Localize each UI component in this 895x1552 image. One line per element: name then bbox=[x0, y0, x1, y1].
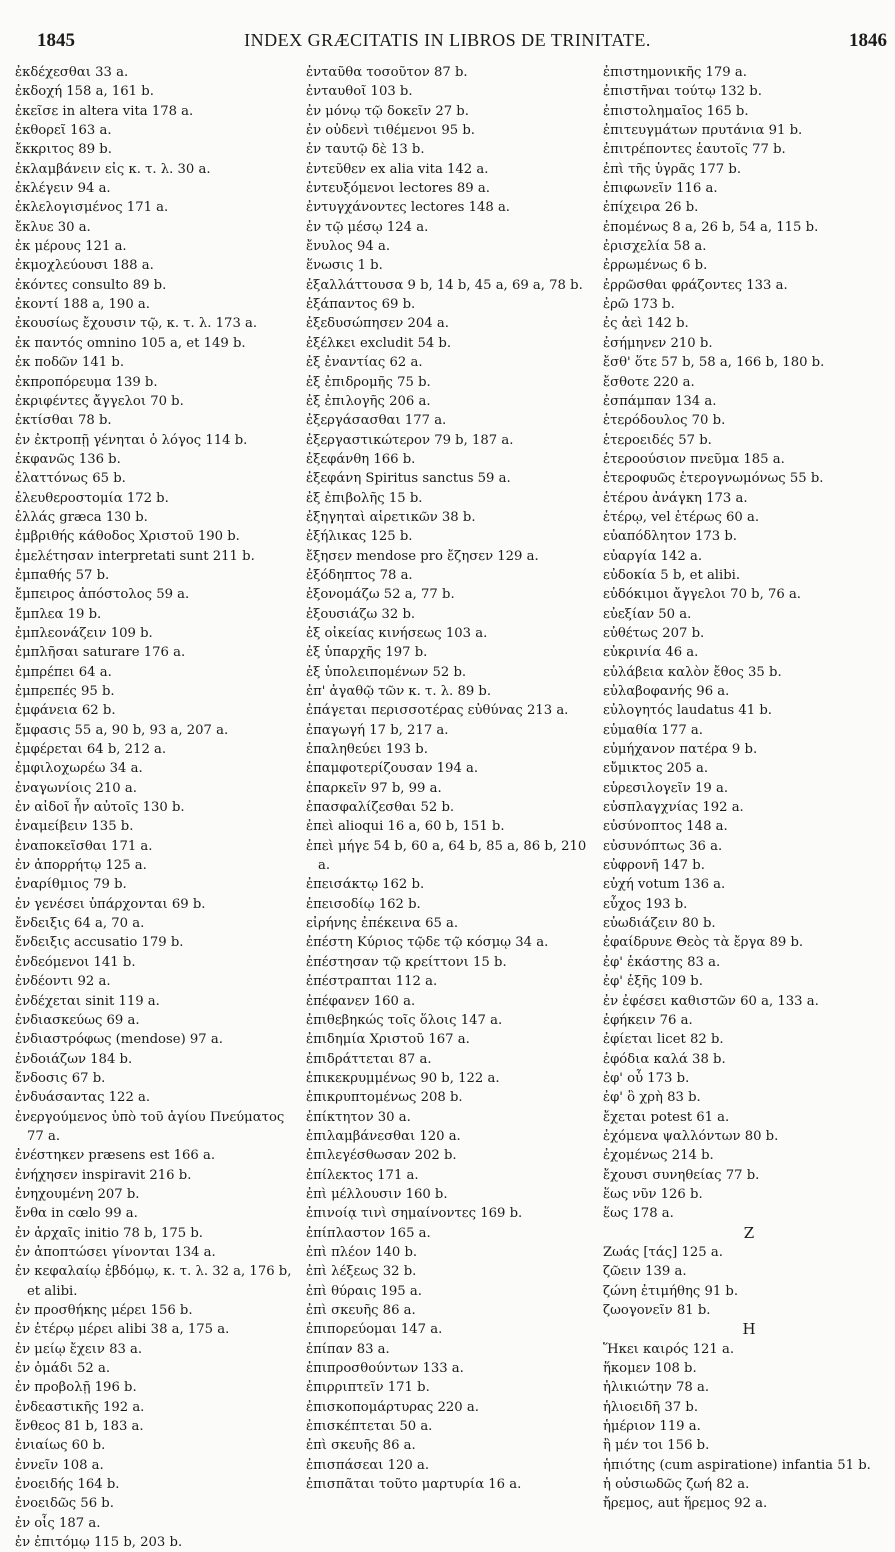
index-entry: ἐξεφάνθη 166 b. bbox=[306, 451, 416, 467]
index-entry: ἔξησεν mendose pro ἔζησεν 129 a. bbox=[306, 548, 539, 564]
index-entry: ἐπιπορεύομαι 147 a. bbox=[306, 1322, 443, 1338]
index-entry: Ζωάς [τάς] 125 a. bbox=[603, 1244, 723, 1260]
index-entry: ἐντευξόμενοι lectores 89 a. bbox=[306, 181, 490, 197]
index-column-2 bbox=[306, 63, 596, 1494]
index-entry: ἔμπειρος ἀπόστολος 59 a. bbox=[15, 587, 190, 603]
index-entry: ἐς ἀεὶ 142 b. bbox=[603, 316, 689, 332]
index-entry: ἐνταυθοῖ 103 b. bbox=[306, 84, 413, 100]
index-entry: ἐπιστημονικῆς 179 a. bbox=[603, 65, 747, 80]
index-entry: ἐκ παντός omnino 105 a, et 149 b. bbox=[15, 335, 246, 351]
index-entry: ἐν ἀποπτώσει γίνονται 134 a. bbox=[15, 1244, 216, 1260]
index-entry: ἐπισπᾶται τοῦτο μαρτυρία 16 a. bbox=[306, 1477, 522, 1493]
index-entry: ἕως νῦν 126 b. bbox=[603, 1186, 703, 1202]
index-entry: εὐαργία 142 a. bbox=[603, 548, 703, 564]
index-entry: ἔκλυε 30 a. bbox=[15, 219, 91, 235]
index-entry: ἐπιστολημαῖος 165 b. bbox=[603, 103, 749, 119]
index-section-letter: Z bbox=[743, 1223, 755, 1242]
index-entry: ἐν μόνῳ τῷ δοκεῖν 27 b. bbox=[306, 103, 469, 119]
index-entry: ἐξόδηπτος 78 a. bbox=[306, 567, 413, 583]
index-entry: ἐν ἑτέρῳ μέρει alibi 38 a, 175 a. bbox=[15, 1322, 230, 1338]
index-entry: ἐπιφωνεῖν 116 a. bbox=[603, 181, 718, 197]
index-entry: ἐντεῦθεν ex alia vita 142 a. bbox=[306, 161, 489, 177]
index-entry: ἐκπροπόρευμα 139 b. bbox=[15, 374, 158, 390]
index-entry: ἐναμείβειν 135 b. bbox=[15, 819, 134, 835]
page-title: INDEX GRÆCITATIS IN LIBROS DE TRINITATE. bbox=[244, 30, 651, 50]
index-entry: ἐπὶ θύραις 195 a. bbox=[306, 1283, 422, 1299]
index-entry: ἐλευθεροστομία 172 b. bbox=[15, 490, 169, 506]
index-entry: ἐξ ὑπολειπομένων 52 b. bbox=[306, 664, 467, 680]
index-entry: ἐκμοχλεύουσι 188 a. bbox=[15, 258, 154, 274]
index-entry: ἐπίπλαστον 165 a. bbox=[306, 1225, 431, 1241]
index-entry: ἐνδοιάζων 184 b. bbox=[15, 1051, 133, 1067]
index-entry: ἐκουσίως ἔχουσιν τῷ, κ. τ. λ. 173 a. bbox=[15, 316, 258, 332]
index-entry: ἐπισπάσεαι 120 a. bbox=[306, 1457, 430, 1473]
index-entry: ἐκ ποδῶν 141 b. bbox=[15, 355, 125, 371]
index-entry: ἐνταῦθα τοσοῦτον 87 b. bbox=[306, 65, 468, 80]
index-entry: ἔχουσι συνηθείας 77 b. bbox=[603, 1167, 760, 1183]
index-entry: ἐνηχουμένη 207 b. bbox=[15, 1186, 140, 1202]
index-entry: ἔνθεος 81 b, 183 a. bbox=[15, 1419, 144, 1435]
index-entry: ἡλιοειδῆ 37 b. bbox=[603, 1399, 699, 1415]
index-entry: ἐκδέχεσθαι 33 a. bbox=[15, 65, 129, 80]
index-entry: ἐφήκειν 76 a. bbox=[603, 1012, 693, 1028]
index-entry: ἐμπλεονάζειν 109 b. bbox=[15, 625, 153, 641]
index-entry: ἐπικεκρυμμένως 90 b, 122 a. bbox=[306, 1070, 500, 1086]
index-entry: ἐξήλικας 125 b. bbox=[306, 529, 413, 545]
index-entry: ἐκριφέντες ἄγγελοι 70 b. bbox=[15, 393, 184, 409]
index-entry: ἐν ἐκτροπῇ γένηται ὁ λόγος 114 b. bbox=[15, 432, 248, 448]
index-entry: ἐπὶ σκευῆς 86 a. bbox=[306, 1438, 416, 1454]
index-entry: ἑτερόδουλος 70 b. bbox=[603, 413, 726, 429]
index-entry: ἐχομένως 214 b. bbox=[603, 1148, 714, 1164]
index-entry: ἐπινοίᾳ τινὶ σημαίνοντες 169 b. bbox=[306, 1206, 523, 1222]
index-entry: ἔνυλος 94 a. bbox=[306, 239, 391, 255]
index-entry: ἐκ μέρους 121 a. bbox=[15, 239, 127, 255]
index-entry: ἐμβριθής κάθοδος Χριστοῦ 190 b. bbox=[15, 529, 240, 545]
index-entry: ἐμπλῆσαι saturare 176 a. bbox=[15, 645, 186, 661]
index-entry: ἑτεροειδές 57 b. bbox=[603, 432, 712, 448]
index-entry: ἐπίκτητον 30 a. bbox=[306, 1109, 411, 1125]
index-entry: ἐπιρριπτεῖν 171 b. bbox=[306, 1380, 430, 1396]
index-entry: ἐπεισάκτῳ 162 b. bbox=[306, 877, 425, 893]
index-entry: ἐνδέχεται sinit 119 a. bbox=[15, 993, 160, 1009]
index-entry: ἐπιστῆναι τούτῳ 132 b. bbox=[603, 84, 762, 100]
index-entry: ἐπικρυπτομένως 208 b. bbox=[306, 1090, 463, 1106]
index-entry: ἐσήμηνεν 210 b. bbox=[603, 335, 713, 351]
index-entry: ἐπὶ πλέον 140 b. bbox=[306, 1244, 418, 1260]
index-entry: ἐχόμενα ψαλλόντων 80 b. bbox=[603, 1128, 779, 1144]
index-entry: ἐκλαμβάνειν εἰς κ. τ. λ. 30 a. bbox=[15, 161, 211, 177]
index-entry: ἕως 178 a. bbox=[603, 1206, 674, 1222]
index-entry: ἐπιλαμβάνεσθαι 120 a. bbox=[306, 1128, 461, 1144]
index-entry: ἡπιότης (cum aspiratione) infantia 51 b. bbox=[603, 1457, 871, 1473]
index-entry: εὐμαθία 177 a. bbox=[603, 722, 703, 738]
index-entry: ἐκφανῶς 136 b. bbox=[15, 451, 121, 467]
index-entry: ἐξαλλάττουσα 9 b, 14 b, 45 a, 69 a, 78 b. bbox=[306, 277, 583, 293]
index-entry: ἔσθ' ὅτε 57 b, 58 a, 166 b, 180 b. bbox=[603, 355, 825, 371]
index-entry: ἐπεισοδίῳ 162 b. bbox=[306, 896, 421, 912]
index-entry: ἐν αἰδοῖ ἦν αὐτοῖς 130 b. bbox=[15, 800, 185, 816]
index-entry: ἐξ οἰκείας κινήσεως 103 a. bbox=[306, 625, 488, 641]
index-entry: ἐξ ἐπιδρομῆς 75 b. bbox=[306, 374, 431, 390]
index-entry: εὐμήχανον πατέρα 9 b. bbox=[603, 742, 758, 758]
index-entry: εὐθέτως 207 b. bbox=[603, 625, 705, 641]
index-entry: ἐκλελογισμένος 171 a. bbox=[15, 200, 169, 216]
index-entry: ἐξονομάζω 52 a, 77 b. bbox=[306, 587, 455, 603]
index-entry: ἐπισκέπτεται 50 a. bbox=[306, 1419, 433, 1435]
index-entry: ἐν κεφαλαίῳ ἑβδόμῳ, κ. τ. λ. 32 a, 176 b, et alibi. bbox=[15, 1264, 292, 1299]
index-entry: ἐνδεόμενοι 141 b. bbox=[15, 954, 136, 970]
index-entry: ἐπέστησαν τῷ κρείττονι 15 b. bbox=[306, 954, 507, 970]
index-entry: εὖχος 193 b. bbox=[603, 896, 688, 912]
index-entry: ἐρισχελία 58 a. bbox=[603, 239, 707, 255]
index-entry: ἑλλάς græca 130 b. bbox=[15, 509, 148, 525]
index-entry: ἐνοειδής 164 b. bbox=[15, 1477, 120, 1493]
index-entry: ἐπίχειρα 26 b. bbox=[603, 200, 699, 216]
index-entry: ἐμφιλοχωρέω 34 a. bbox=[15, 761, 143, 777]
index-entry: Ἥκει καιρός 121 a. bbox=[603, 1341, 735, 1357]
index-entry: ἐπίπαν 83 a. bbox=[306, 1341, 390, 1357]
index-entry: εὐσυνόπτως 36 a. bbox=[603, 838, 723, 854]
index-entry: ἡμέριον 119 a. bbox=[603, 1419, 701, 1435]
index-entry: ἐπίλεκτος 171 a. bbox=[306, 1167, 419, 1183]
index-entry: ἐφ' ἑκάστης 83 a. bbox=[603, 954, 721, 970]
index-entry: ἑτέρῳ, vel ἑτέρως 60 a. bbox=[603, 509, 760, 525]
index-entry: ἐρῶ 173 b. bbox=[603, 297, 675, 313]
index-entry: εὐλάβεια καλὸν ἔθος 35 b. bbox=[603, 664, 782, 680]
index-entry: ἐκόντες consulto 89 b. bbox=[15, 277, 167, 293]
index-entry: ἐν τῷ μέσῳ 124 a. bbox=[306, 219, 429, 235]
index-entry: ἐπιθεβηκώς τοῖς ὅλοις 147 a. bbox=[306, 1012, 503, 1028]
index-entry: εὔμικτος 205 a. bbox=[603, 761, 709, 777]
index-entry: εὐαπόδλητον 173 b. bbox=[603, 529, 737, 545]
index-entry: ἐφόδια καλά 38 b. bbox=[603, 1051, 726, 1067]
index-entry: ἐσπάμπαν 134 a. bbox=[603, 393, 717, 409]
page-number-left: 1845 bbox=[37, 30, 75, 51]
index-entry: ἔνθα in cœlo 99 a. bbox=[15, 1206, 138, 1222]
index-entry: εὐλαβοφανής 96 a. bbox=[603, 684, 730, 699]
index-entry: ἡ οὐσιωδῶς ζωή 82 a. bbox=[603, 1477, 750, 1493]
index-entry: ἐν ἀρχαῖς initio 78 b, 175 b. bbox=[15, 1225, 203, 1241]
index-entry: ἐρρῶσθαι φράζοντες 133 a. bbox=[603, 277, 788, 293]
index-entry: εὐσπλαγχνίας 192 a. bbox=[603, 800, 744, 816]
index-entry: ἥκομεν 108 b. bbox=[603, 1361, 697, 1377]
index-entry: ἐπεὶ μήγε 54 b, 60 a, 64 b, 85 a, 86 b, 210 a. bbox=[306, 838, 587, 874]
index-entry: ἔνδειξις accusatio 179 b. bbox=[15, 935, 184, 951]
index-entry: ἔχεται potest 61 a. bbox=[603, 1109, 730, 1125]
index-entry: ἐπιτρέποντες ἑαυτοῖς 77 b. bbox=[603, 142, 786, 158]
index-entry: ἐνοειδῶς 56 b. bbox=[15, 1496, 114, 1512]
index-entry: ἐπιλεγέσθωσαν 202 b. bbox=[306, 1148, 457, 1164]
index-entry: ἐκδοχή 158 a, 161 b. bbox=[15, 84, 154, 100]
index-column-3 bbox=[603, 63, 895, 1514]
index-entry: εὐφρονῆ 147 b. bbox=[603, 858, 705, 874]
index-entry: ἔμπλεα 19 b. bbox=[15, 606, 102, 622]
index-entry: ἐπ' ἀγαθῷ τῶν κ. τ. λ. 89 b. bbox=[306, 684, 492, 699]
index-entry: ἑτεροφυῶς ἑτερογνωμόνως 55 b. bbox=[603, 471, 824, 487]
index-entry: ἐξ ἐπιβολῆς 15 b. bbox=[306, 490, 423, 506]
index-entry: εὐκρινία 46 a. bbox=[603, 645, 699, 661]
index-entry: ἐφίεται licet 82 b. bbox=[603, 1032, 724, 1048]
index-entry: ἐλαττόνως 65 b. bbox=[15, 471, 126, 487]
index-entry: ἐμπρεπές 95 b. bbox=[15, 684, 115, 699]
index-entry: ἐν ἐφέσει καθιστῶν 60 a, 133 a. bbox=[603, 993, 819, 1009]
index-entry: ἐρρωμένως 6 b. bbox=[603, 258, 708, 274]
index-entry: ἐπομένως 8 a, 26 b, 54 a, 115 b. bbox=[603, 219, 819, 235]
index-entry: ἐπὶ τῆς ὑγρᾶς 177 b. bbox=[603, 161, 742, 177]
index-entry: ἐνήχησεν inspiravit 216 b. bbox=[15, 1167, 192, 1183]
index-entry: ἐπαμφοτερίζουσαν 194 a. bbox=[306, 761, 479, 777]
index-entry: ἐφ' οὗ 173 b. bbox=[603, 1070, 690, 1086]
index-entry: ἐπὶ λέξεως 32 b. bbox=[306, 1264, 417, 1280]
index-entry: ἐπέστραπται 112 a. bbox=[306, 974, 438, 990]
index-entry: εὐεξίαν 50 a. bbox=[603, 606, 692, 622]
index-entry: ἐκθορεῖ 163 a. bbox=[15, 123, 112, 139]
index-entry: ἔσθοτε 220 a. bbox=[603, 374, 695, 390]
index-column-1 bbox=[15, 63, 300, 1552]
index-entry: ἐπιδημία Χριστοῦ 167 a. bbox=[306, 1032, 470, 1048]
index-entry: ἐν οὐδενὶ τιθέμενοι 95 b. bbox=[306, 123, 475, 139]
index-entry: ἐπάγεται περισσοτέρας εὐθύνας 213 a. bbox=[306, 703, 569, 719]
index-entry: εὐσύνοπτος 148 a. bbox=[603, 819, 728, 835]
index-entry: ἔνδειξις 64 a, 70 a. bbox=[15, 916, 145, 932]
index-entry: ἐξουσιάζω 32 b. bbox=[306, 606, 416, 622]
index-entry: ἡλικιώτην 78 a. bbox=[603, 1380, 710, 1396]
index-entry: εἰρήνης ἐπέκεινα 65 a. bbox=[306, 916, 459, 932]
index-entry: ἐνεργούμενος ὑπὸ τοῦ ἁγίου Πνεύματος 77 a. bbox=[15, 1109, 285, 1144]
index-entry: ἐν ταυτῷ δὲ 13 b. bbox=[306, 142, 425, 158]
index-entry: ἐνιαίως 60 b. bbox=[15, 1438, 106, 1454]
index-entry: ἐκεῖσε in altera vita 178 a. bbox=[15, 103, 194, 119]
index-entry: ἐν μείῳ ἔχειν 83 a. bbox=[15, 1341, 143, 1357]
index-entry: ἑτεροούσιον πνεῦμα 185 a. bbox=[603, 451, 785, 467]
index-entry: ἐννεῖν 108 a. bbox=[15, 1457, 104, 1473]
index-entry: ἐν προβολῇ 196 b. bbox=[15, 1380, 137, 1396]
index-entry: ἐνδιασκεύως 69 a. bbox=[15, 1012, 140, 1028]
index-entry: ἐναποκεῖσθαι 171 a. bbox=[15, 838, 153, 854]
index-entry: ἐξεργάσασθαι 177 a. bbox=[306, 413, 447, 429]
index-entry: ἐν προσθήκης μέρει 156 b. bbox=[15, 1303, 193, 1318]
index-entry: ἐπὶ σκευῆς 86 a. bbox=[306, 1303, 416, 1318]
index-entry: ἐν οἷς 187 a. bbox=[15, 1515, 101, 1531]
index-entry: ἐν ἀπορρήτῳ 125 a. bbox=[15, 858, 147, 874]
index-entry: ἐνδυάσαντας 122 a. bbox=[15, 1090, 151, 1106]
index-entry: ἔνδοσις 67 b. bbox=[15, 1070, 106, 1086]
index-entry: ἐξ ἐναντίας 62 a. bbox=[306, 355, 423, 371]
index-entry: ἐπέφανεν 160 a. bbox=[306, 993, 416, 1009]
index-entry: ἐπιδράττεται 87 a. bbox=[306, 1051, 432, 1067]
index-entry: ἐπαρκεῖν 97 b, 99 a. bbox=[306, 780, 442, 796]
index-entry: ἕνωσις 1 b. bbox=[306, 258, 383, 274]
page-header bbox=[0, 30, 895, 56]
index-entry: εὐωδιάζειν 80 b. bbox=[603, 916, 716, 932]
index-entry: ζωογονεῖν 81 b. bbox=[603, 1303, 711, 1318]
index-entry: ζῶειν 139 a. bbox=[603, 1264, 687, 1280]
index-entry: ἐπεὶ alioqui 16 a, 60 b, 151 b. bbox=[306, 819, 505, 835]
index-entry: ἐντυγχάνοντες lectores 148 a. bbox=[306, 200, 510, 216]
index-entry: ἐπισκοπομάρτυρας 220 a. bbox=[306, 1399, 479, 1415]
index-entry: ἐπὶ μέλλουσιν 160 b. bbox=[306, 1186, 448, 1202]
index-entry: ἐνδιαστρόφως (mendose) 97 a. bbox=[15, 1032, 223, 1048]
index-entry: ἐξέλκει excludit 54 b. bbox=[306, 335, 452, 351]
index-entry: ἔμφασις 55 a, 90 b, 93 a, 207 a. bbox=[15, 722, 229, 738]
index-entry: ἑτέρου ἀνάγκη 173 a. bbox=[603, 490, 748, 506]
index-entry: ἐπέστη Κύριος τῷδε τῷ κόσμῳ 34 a. bbox=[306, 935, 549, 951]
index-entry: ἐμπαθής 57 b. bbox=[15, 567, 110, 583]
index-entry: ἤρεμος, aut ἥρεμος 92 a. bbox=[603, 1496, 768, 1512]
index-entry: ἐναρίθμιος 79 b. bbox=[15, 877, 127, 893]
index-section-letter: H bbox=[742, 1320, 756, 1339]
index-entry: ἐξηγηταὶ αἱρετικῶν 38 b. bbox=[306, 509, 476, 525]
index-entry: εὐδοκία 5 b, et alibi. bbox=[603, 567, 741, 583]
index-entry: ἐμφέρεται 64 b, 212 a. bbox=[15, 742, 167, 758]
index-entry: εὑρεσιλογεῖν 19 a. bbox=[603, 780, 729, 796]
index-entry: ἐνέστηκεν præsens est 166 a. bbox=[15, 1148, 216, 1164]
index-entry: ἢ μέν τοι 156 b. bbox=[603, 1438, 710, 1454]
index-entry: ζώνη ἐτιμήθης 91 b. bbox=[603, 1283, 739, 1299]
index-entry: ἔκκριτος 89 b. bbox=[15, 142, 112, 158]
index-entry: ἐμφάνεια 62 b. bbox=[15, 703, 116, 719]
index-entry: ἐναγωνίοις 210 a. bbox=[15, 780, 137, 796]
index-entry: εὐχή votum 136 a. bbox=[603, 877, 726, 893]
index-entry: ἐν ἐπιτόμῳ 115 b, 203 b. bbox=[15, 1535, 183, 1551]
index-entry: ἐπαληθεύει 193 b. bbox=[306, 742, 428, 758]
index-entry: ἐνδέοντι 92 a. bbox=[15, 974, 111, 990]
index-entry: ἐν γενέσει ὑπάρχονται 69 b. bbox=[15, 896, 206, 912]
index-entry: ἐξεδυσώπησεν 204 a. bbox=[306, 316, 449, 332]
index-entry: ἐφ' ἑξῆς 109 b. bbox=[603, 974, 703, 990]
index-entry: ἐνδεαστικῆς 192 a. bbox=[15, 1399, 145, 1415]
index-entry: ἐμπρέπει 64 a. bbox=[15, 664, 112, 680]
index-entry: ἐκλέγειν 94 a. bbox=[15, 181, 111, 197]
index-entry: ἐπασφαλίζεσθαι 52 b. bbox=[306, 800, 455, 816]
index-entry: ἐξάπαντος 69 b. bbox=[306, 297, 416, 313]
index-entry: ἐξεργαστικώτερον 79 b, 187 a. bbox=[306, 432, 514, 448]
index-entry: εὐδόκιμοι ἄγγελοι 70 b, 76 a. bbox=[603, 587, 801, 603]
index-entry: ἐν ὁμάδι 52 a. bbox=[15, 1361, 111, 1377]
index-entry: εὐλογητός laudatus 41 b. bbox=[603, 703, 772, 719]
index-entry: ἐφαίδρυνε Θεὸς τὰ ἔργα 89 b. bbox=[603, 935, 804, 951]
index-entry: ἐπαγωγή 17 b, 217 a. bbox=[306, 722, 449, 738]
index-entry: ἐκοντί 188 a, 190 a. bbox=[15, 297, 150, 313]
index-entry: ἐπιτευγμάτων πρυτάνια 91 b. bbox=[603, 123, 803, 139]
index-entry: ἐξ ὑπαρχῆς 197 b. bbox=[306, 645, 428, 661]
page-number-right: 1846 bbox=[849, 30, 887, 51]
index-entry: ἐμελέτησαν interpretati sunt 211 b. bbox=[15, 548, 255, 564]
index-entry: ἐξ ἐπιλογῆς 206 a. bbox=[306, 393, 431, 409]
index-entry: ἐφ' ὃ χρὴ 83 b. bbox=[603, 1090, 701, 1106]
index-entry: ἐξεφάνη Spiritus sanctus 59 a. bbox=[306, 471, 511, 487]
index-entry: ἐκτίσθαι 78 b. bbox=[15, 413, 112, 429]
index-entry: ἐπιπροσθούντων 133 a. bbox=[306, 1361, 464, 1377]
